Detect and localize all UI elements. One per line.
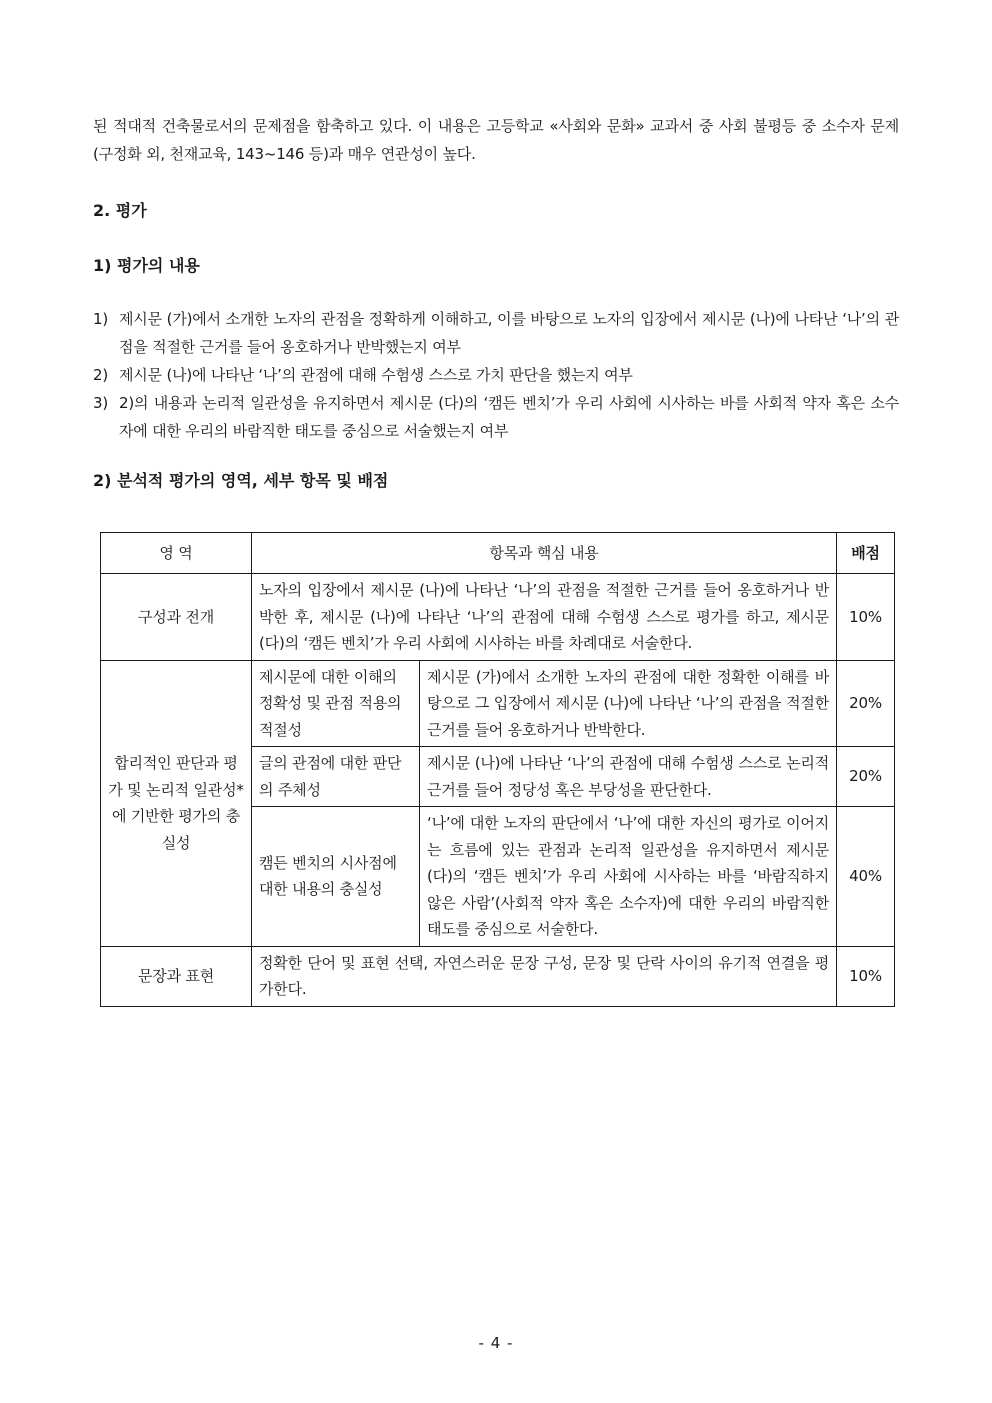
- content-expression: 정확한 단어 및 표현 선택, 자연스러운 문장 구성, 문장 및 단락 사이의 유기적 연결을 평가한다.: [252, 946, 837, 1006]
- item-judgement: 글의 관점에 대한 판단의 주체성: [252, 747, 420, 807]
- list-item: 2) 제시문 (나)에 나타난 ‘나’의 관점에 대해 수험생 스스로 가치 판단을 했는지 여부: [93, 366, 633, 384]
- score-implication: 40%: [837, 807, 895, 947]
- score-understanding: 20%: [837, 660, 895, 747]
- content-judgement: 제시문 (나)에 나타난 ‘나’의 관점에 대해 수험생 스스로 논리적 근거를 들어 정당성 혹은 부당성을 판단한다.: [420, 747, 837, 807]
- content-composition: 노자의 입장에서 제시문 (나)에 나타난 ‘나’의 관점을 적절한 근거를 들어 옹호하거나 반박한 후, 제시문 (나)에 나타난 ‘나’의 관점에 대해 수험생 스스로 평가를 하고, 제시문 (다)의 ‘캠든 벤치’가 우리 사회에 시사하는 바를 차례대로 서술한다.: [252, 574, 837, 661]
- item-implication: 캠든 벤치의 시사점에 대한 내용의 충실성: [252, 807, 420, 947]
- content-understanding: 제시문 (가)에서 소개한 노자의 관점에 대한 정확한 이해를 바탕으로 그 입장에서 제시문 (나)에 나타난 ‘나’의 관점을 적절한 근거를 들어 옹호하거나 반박한다.: [420, 660, 837, 747]
- evaluation-content-list: [93, 305, 899, 445]
- table-row: [101, 946, 895, 1006]
- page-number: - 4 -: [478, 1334, 514, 1352]
- list-item: 3) 2)의 내용과 논리적 일관성을 유지하면서 제시문 (다)의 ‘캠든 벤치’가 우리 사회에 시사하는 바를 사회적 약자 혹은 소수자에 대한 우리의 바람직한 태도를 중심으로 서술했는지 여부: [93, 394, 899, 440]
- table-row: [101, 574, 895, 661]
- intro-paragraph: 된 적대적 건축물로서의 문제점을 함축하고 있다. 이 내용은 고등학교 «사회와 문화» 교과서 중 사회 불평등 중 소수자 문제(구정화 외, 천재교육, 143~146 등)과 매우 연관성이 높다.: [93, 117, 899, 163]
- score-judgement: 20%: [837, 747, 895, 807]
- item-understanding: 제시문에 대한 이해의 정확성 및 관점 적용의 적절성: [252, 660, 420, 747]
- header-score: 배점: [837, 533, 895, 574]
- area-reasoning: 합리적인 판단과 평가 및 논리적 일관성*에 기반한 평가의 충실성: [101, 660, 252, 946]
- list-item: 1) 제시문 (가)에서 소개한 노자의 관점을 정확하게 이해하고, 이를 바탕으로 노자의 입장에서 제시문 (나)에 나타난 ‘나’의 관점을 적절한 근거를 들어 옹호하거나 반박했는지 여부: [93, 310, 899, 356]
- area-composition: 구성과 전개: [101, 574, 252, 661]
- header-area: 영 역: [101, 533, 252, 574]
- scoring-table: [100, 532, 895, 1007]
- area-expression: 문장과 표현: [101, 946, 252, 1006]
- subsection-1-title: 1) 평가의 내용: [93, 256, 200, 275]
- table-row: [101, 660, 895, 747]
- table-header-row: [101, 533, 895, 574]
- page-content: [93, 112, 899, 998]
- score-composition: 10%: [837, 574, 895, 661]
- score-expression: 10%: [837, 946, 895, 1006]
- header-content: 항목과 핵심 내용: [252, 533, 837, 574]
- subsection-2-title: 2) 분석적 평가의 영역, 세부 항목 및 배점: [93, 471, 389, 490]
- content-implication: ‘나’에 대한 노자의 판단에서 ‘나’에 대한 자신의 평가로 이어지는 흐름에 있는 관점과 논리적 일관성을 유지하면서 제시문 (다)의 ‘캠든 벤치’가 우리 사회에 시사하는 바를 ‘바람직하지 않은 사람’(사회적 약자 혹은 소수자)에 대한 우리의 바람직한 태도를 중심으로 서술한다.: [420, 807, 837, 947]
- section-title: 2. 평가: [93, 201, 147, 220]
